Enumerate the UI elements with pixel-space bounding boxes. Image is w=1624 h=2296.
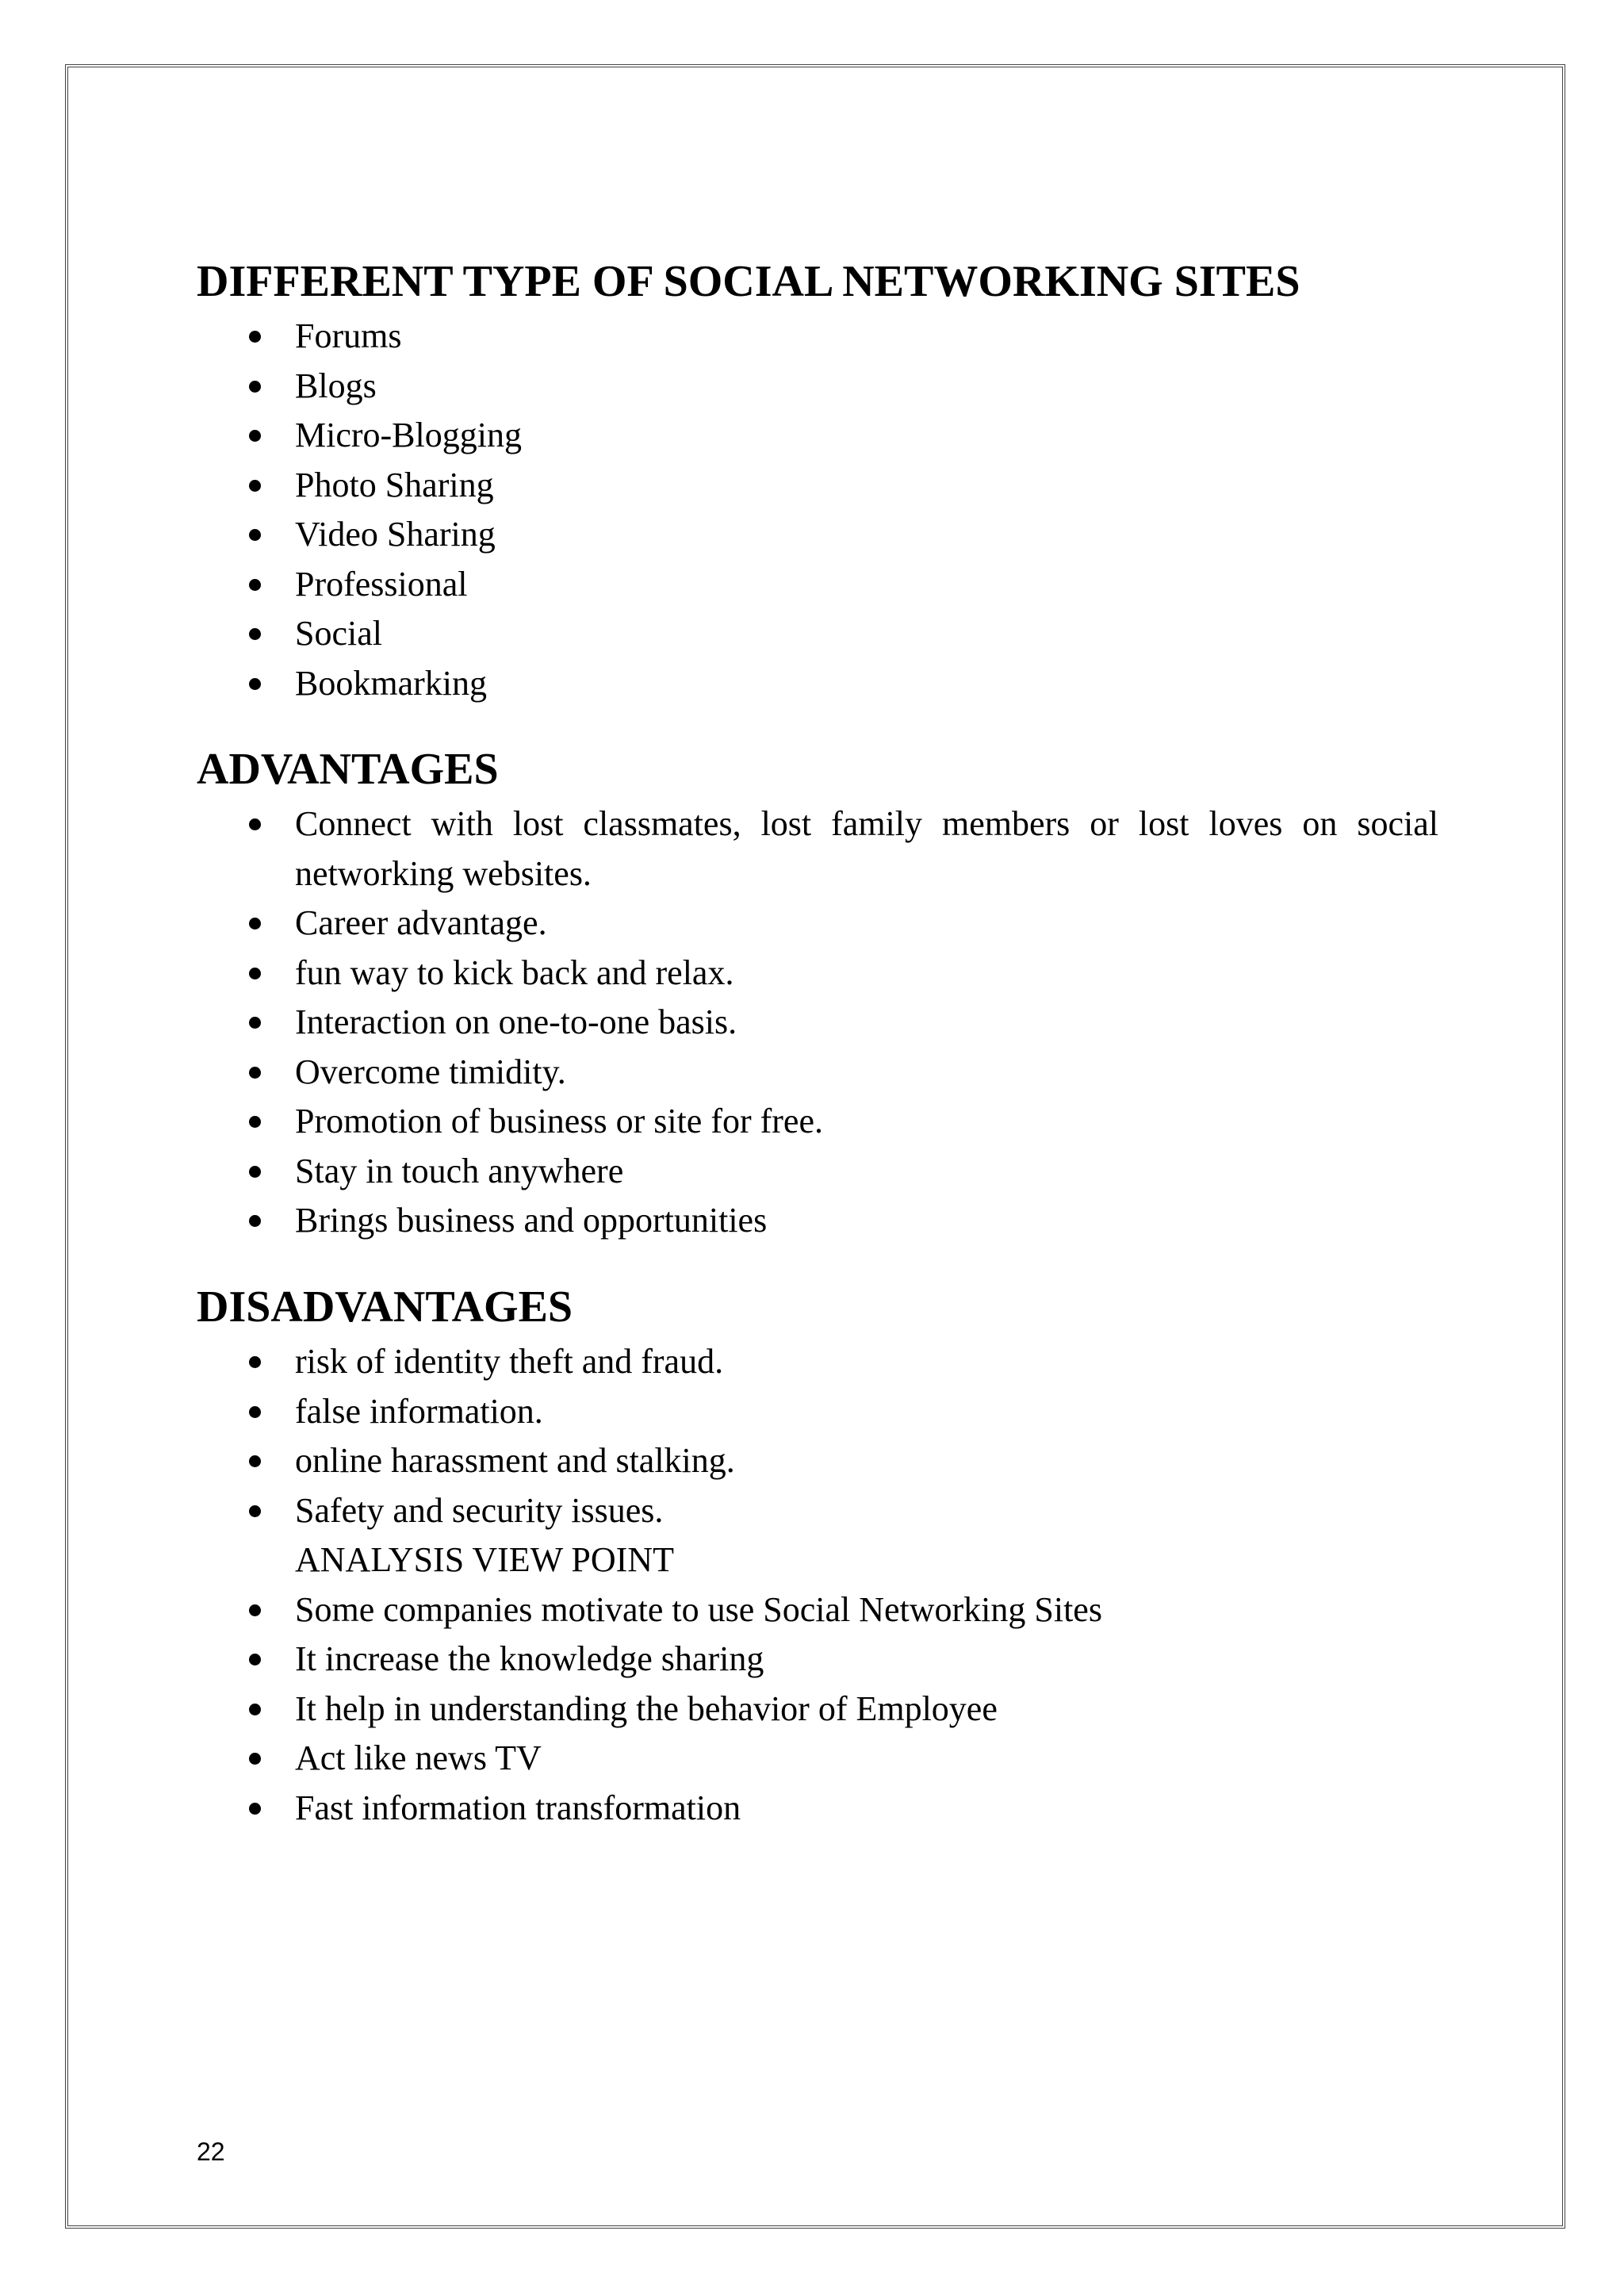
list-item: Brings business and opportunities	[197, 1196, 1438, 1246]
bullet-icon	[249, 480, 261, 492]
list-item: Safety and security issues.	[197, 1486, 1438, 1536]
list-item: Career advantage.	[197, 899, 1438, 949]
bullet-icon	[249, 1017, 261, 1029]
analysis-subheading: ANALYSIS VIEW POINT	[295, 1540, 674, 1580]
list-item: risk of identity theft and fraud.	[197, 1337, 1438, 1387]
list-item: fun way to kick back and relax.	[197, 949, 1438, 999]
list-item: online harassment and stalking.	[197, 1436, 1438, 1486]
list-item: Social	[197, 609, 1438, 659]
bullet-icon	[249, 1753, 261, 1765]
list-item: Interaction on one-to-one basis.	[197, 998, 1438, 1048]
page-content	[197, 255, 1438, 1833]
list-item: Some companies motivate to use Social Networking Sites	[197, 1585, 1438, 1635]
bullet-icon	[249, 529, 261, 541]
list-item: Professional	[197, 560, 1438, 610]
list-item: Forums	[197, 312, 1438, 362]
list-item: Bookmarking	[197, 659, 1438, 709]
list-item: Blogs	[197, 362, 1438, 412]
list-item: Stay in touch anywhere	[197, 1147, 1438, 1197]
bullet-icon	[249, 1604, 261, 1616]
bullet-icon	[249, 1704, 261, 1715]
bullet-icon	[249, 918, 261, 930]
bullet-icon	[249, 430, 261, 442]
bullet-icon	[249, 818, 261, 830]
advantages-list	[197, 799, 1438, 1246]
list-item: Promotion of business or site for free.	[197, 1097, 1438, 1147]
bullet-icon	[249, 381, 261, 393]
bullet-icon	[249, 579, 261, 591]
types-heading: DIFFERENT TYPE OF SOCIAL NETWORKING SITES	[197, 257, 1300, 306]
bullet-icon	[249, 1654, 261, 1665]
page-number: 22	[197, 2137, 225, 2166]
bullet-icon	[249, 1116, 261, 1128]
list-item: false information.	[197, 1387, 1438, 1437]
list-item: Video Sharing	[197, 510, 1438, 560]
bullet-icon	[249, 331, 261, 343]
bullet-icon	[249, 1166, 261, 1178]
bullet-icon	[249, 1067, 261, 1079]
disadvantages-heading: DISADVANTAGES	[197, 1282, 573, 1332]
list-item: It help in understanding the behavior of Employee	[197, 1685, 1438, 1734]
list-item: Fast information transformation	[197, 1784, 1438, 1834]
list-item: Act like news TV	[197, 1734, 1438, 1784]
bullet-icon	[249, 1356, 261, 1368]
types-list	[197, 312, 1438, 708]
bullet-icon	[249, 1455, 261, 1467]
list-item: It increase the knowledge sharing	[197, 1635, 1438, 1685]
bullet-icon	[249, 628, 261, 640]
bullet-icon	[249, 968, 261, 979]
list-item: Micro-Blogging	[197, 411, 1438, 461]
bullet-icon	[249, 1505, 261, 1517]
advantages-heading: ADVANTAGES	[197, 745, 499, 795]
bullet-icon	[249, 1406, 261, 1418]
bullet-icon	[249, 1215, 261, 1227]
bullet-icon	[249, 678, 261, 690]
list-item: Overcome timidity.	[197, 1048, 1438, 1098]
bullet-icon	[249, 1803, 261, 1815]
disadvantages-list	[197, 1337, 1438, 1833]
list-item: Connect with lost classmates, lost family members or lost loves on social networking websites.	[197, 799, 1438, 899]
list-item: Photo Sharing	[197, 461, 1438, 511]
